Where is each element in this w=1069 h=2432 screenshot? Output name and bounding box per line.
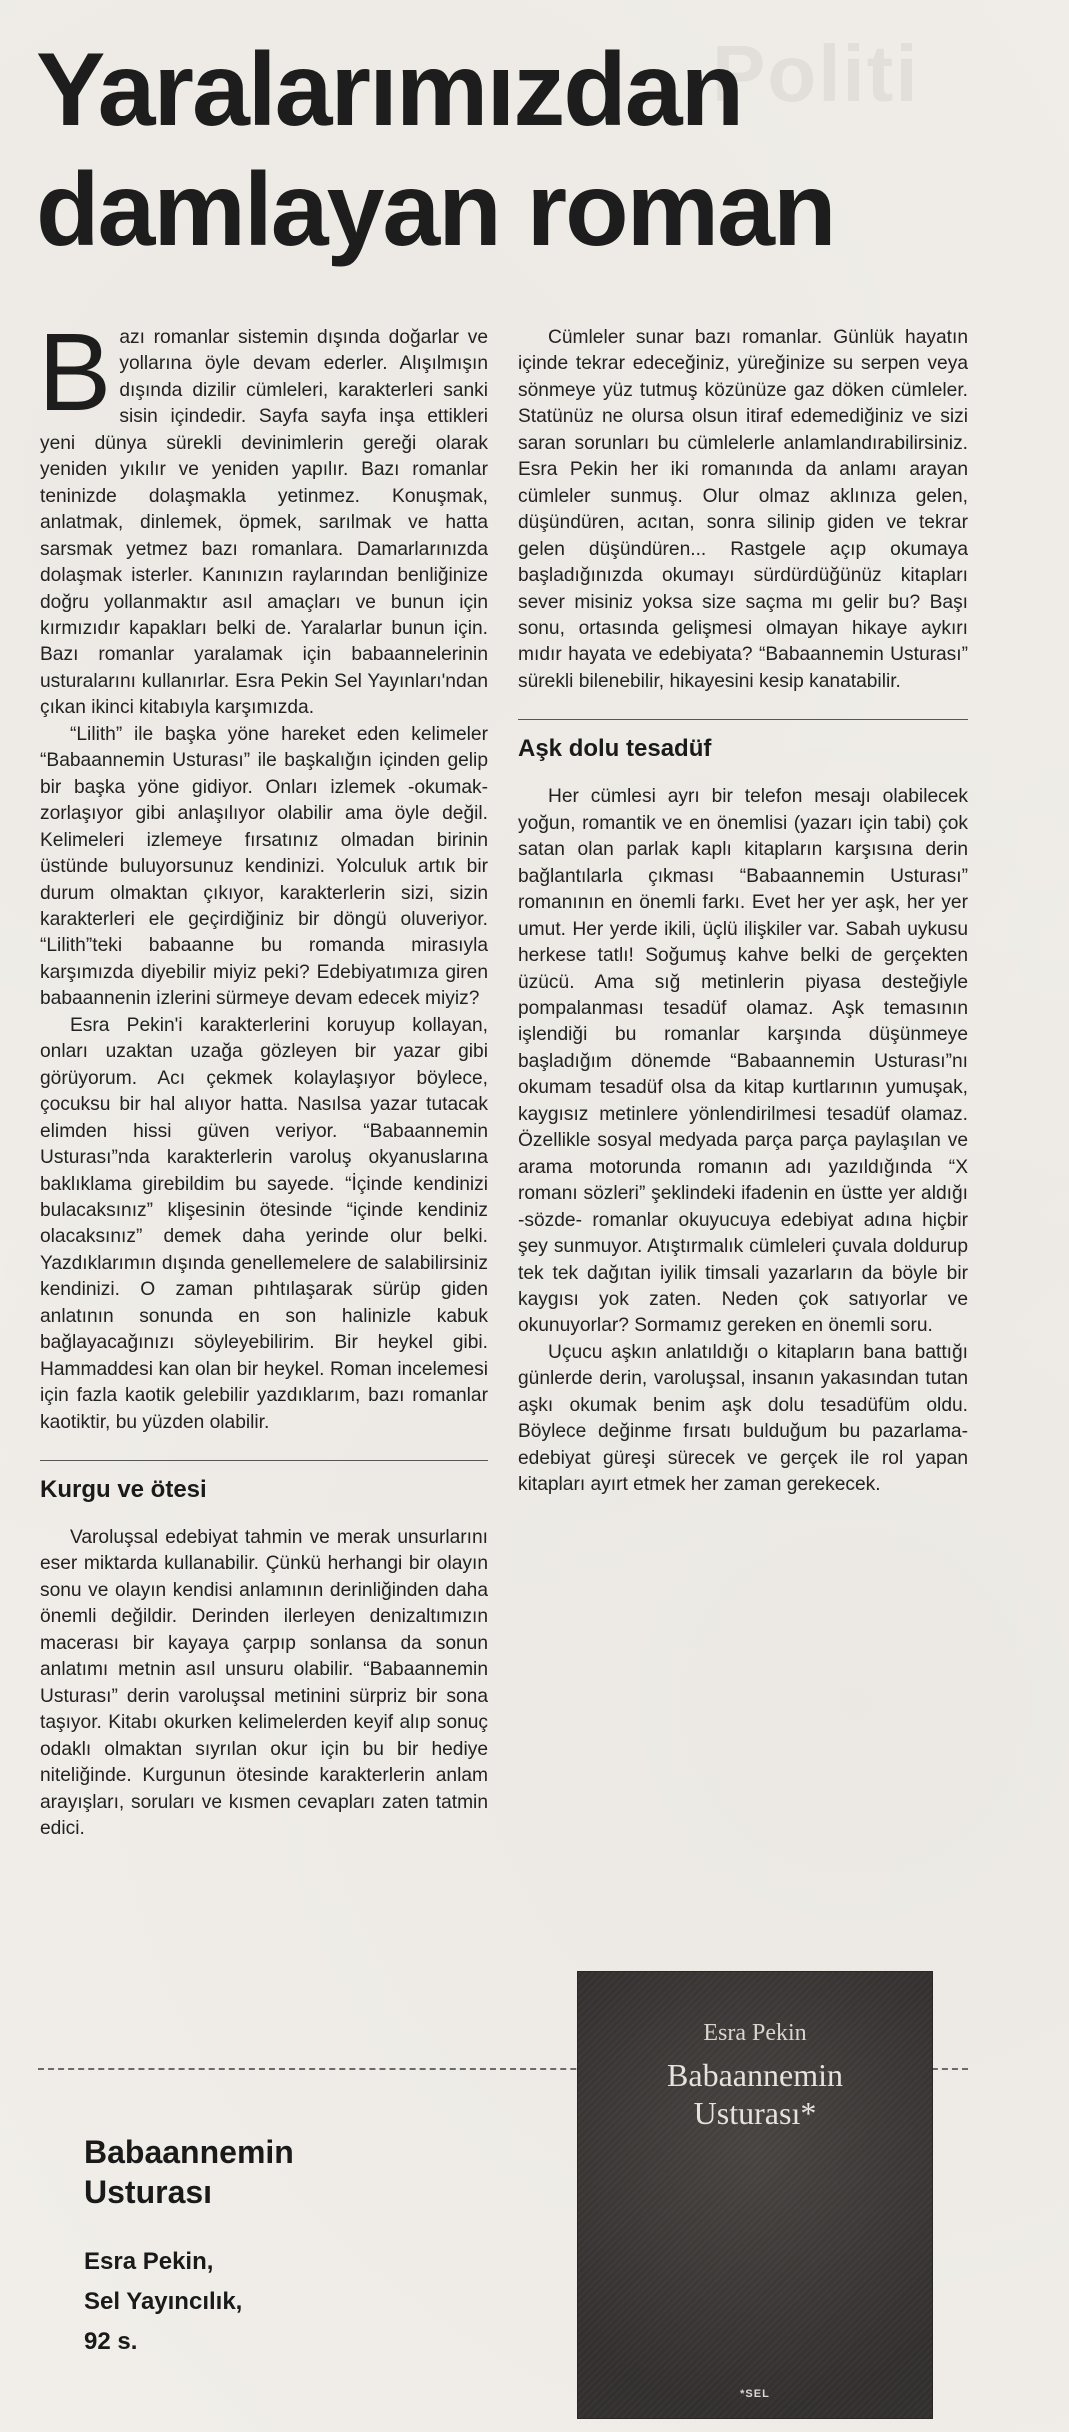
divider [518, 719, 968, 720]
divider [40, 1460, 488, 1461]
subhead-block [40, 1460, 488, 1505]
article-column-right [518, 325, 968, 1499]
book-info [84, 2242, 242, 2362]
cover-author: Esra Pekin [703, 2020, 807, 2046]
headline-line-1: Yaralarımızdan [36, 32, 743, 148]
book-title-line-1: Babaannemin [84, 2134, 294, 2170]
article-paragraph: Cümleler sunar bazı romanlar. Günlük hayatın içinde tekrar edeceğiniz, yüreğinize su serpen veya sönmeye yüz tutmuş közünüze gaz döken cümleler. Statünüz ne olursa olsun itiraf edemediğiniz ve sizi saran sorunları bu cümlelerle anlamlandırabilirsiniz. Esra Pekin her iki romanında da anlamı arayan cümleler sunmuş. Olur olmaz aklınıza gelen, düşündüren, acıtan, sonra silinip giden ve tekrar gelen düşündüren... Rastgele açıp okumaya başladığınızda okumayı sürdürdüğünüz kitapları sever misiniz yoksa size saçma mı gelir bu? Başı sonu, ortasında gelişmesi olmayan hikaye aykırı mıdır hayata ve edebiyata? “Babaannemin Usturası” sürekli bilenebilir, hikayesini kesip kanatabilir. [518, 327, 968, 692]
paragraph-text: azı romanlar sistemin dışında doğarlar ve yollarına öyle devam ederler. Alışılmışın dışında dizilir cümleleri, karakterleri sanki sisin içindedir. Sayfa sayfa inşa ettikleri yeni dünya sürekli devinimlerin gereği olarak yeniden yıkılır ve yeniden yapılır. Bazı romanlar teninizde dolaşmakla yetinmez. Konuşmak, anlatmak, dinlemek, öpmek, sarılmak ve hatta sarsmak yetmez bazı romanlara. Damarlarınızda dolaşmak isterler. Kanınızın raylarından benliğinize doğru yollanmaktır asıl amaçları ve bunun için kırmızıdır kapakları belki de. Yaralarlar bunun için. Bazı romanlar yaralamak için babaannelerinin usturalarını kullanırlar. Esra Pekin Sel Yayınları'ndan çıkan ikinci kitabıyla karşımızda. [40, 327, 488, 719]
book-publisher: Sel Yayıncılık, [84, 2288, 243, 2315]
background-headline: Politi [712, 29, 920, 118]
headline [36, 30, 936, 270]
article-paragraph: “Lilith” ile başka yöne hareket eden kelimeler “Babaannemin Usturası” ile başkalığın içinden gelip bir başka yöne gidiyor. Onları izlemek -okumak- zorlaşıyor gibi anlaşılıyor olabilir ama öyle değil. Kelimeleri izlemeye fırsatınız olmadan birinin üstünde buluyorsunuz kendinizi. Yolculuk artık bir durum olmaktan çıkıyor, karakterlerin sizi, sizin karakterleri ele geçirdiğiniz bir döngü oluveriyor. “Lilith”teki babaanne bu romanda mirasıyla karşımızda diyebilir miyiz peki? Edebiyatımıza giren babaannenin izlerini sürmeye devam edecek miyiz? [40, 723, 488, 1010]
book-cover-image [578, 1972, 932, 2418]
article-paragraph [38, 311, 488, 722]
cover-title-line-2: Usturası* [693, 2095, 817, 2131]
book-author: Esra Pekin, [84, 2248, 214, 2275]
cover-title-line-1: Babaannemin [667, 2057, 843, 2093]
headline-line-2: damlayan roman [36, 152, 835, 268]
book-title-line-2: Usturası [84, 2174, 213, 2210]
book-title [84, 2132, 294, 2212]
publisher-logo: *SEL [740, 2388, 770, 2400]
article-paragraph: Her cümlesi ayrı bir telefon mesajı olabilecek yoğun, romantik ve en önemlisi (yazarı için tabi) çok satan olan parlak kaplı kitapların karşısına derin bağlantılarla çıkması “Babaannemin Usturası” romanının en önemli farkı. Evet her yer aşk, her yer umut. Her yerde ikili, üçlü ilişkiler var. Sabah uykusu herkese tatlı! Soğumuş kahve belki de gerçekten üzücü. Ama sığ metinlerin piyasa desteğiyle pompalanması tesadüf olamaz. Aşk temasının işlendiği bu romanlar karşında düşünmeye başladığım dönemde “Babaannemin Usturası”nı okumam tesadüf olsa da kitap kurtlarının yumuşak, kaygısız metinlere yönlendirilmesi tesadüf olamaz. Özellikle sosyal medyada parça parça paylaşılan ve arama motorunda romanın adı yazıldığında “X romanı sözleri” şeklindeki ifadenin en üstte yer aldığı -sözde- romanlar okuyucuya edebiyat adına hiçbir şey sunmuyor. Atıştırmalık cümleleri çuvala doldurup tek tek dağıtan iyilik timsali yazarların da böyle bir kaygısı yok zaten. Neden çok satıyorlar ve okunuyorlar? Sormamız gereken en önemli soru. [518, 786, 968, 1337]
subhead-block [518, 719, 968, 764]
article-paragraph: Varoluşsal edebiyat tahmin ve merak unsurlarını eser miktarda kullanabilir. Çünkü herhangi bir olayın sonu ve olayın kendisi anlamının derinliğinden daha önemli değildir. Derinden ilerleyen denizaltımızın macerası bir kayaya çarpıp sonlansa da sonun anlatımı metnin asıl unsuru olabilir. “Babaannemin Usturası” derin varoluşsal metinini sürpriz bir sona taşıyor. Kitabı okurken kelimelerden keyif alıp sonuç odaklı olmaktan sıyrılan okur için bu bir hediye niteliğinde. Kurgunun ötesinde karakterlerin anlam arayışları, soruları ve kısmen cevapları zaten tatmin edici. [40, 1527, 488, 1840]
drop-cap: B [38, 311, 112, 434]
subhead-ask: Aşk dolu tesadüf [518, 735, 712, 763]
article-column-left [38, 311, 488, 1842]
article-paragraph: Uçucu aşkın anlatıldığı o kitapların bana battığı günlerde derin, varoluşsal, insanın yakasından tutan aşkı okumak benim aşk dolu tesadüfüm oldu. Böylece değinme fırsatı bulduğum bu pazarlama-edebiyat güreşi sürecek ve gerçek ile rol yapan kitapları ayırt etmek her zaman gerekecek. [518, 1341, 968, 1496]
book-pages: 92 s. [84, 2328, 138, 2355]
subhead-kurgu: Kurgu ve ötesi [40, 1476, 207, 1504]
cover-title [578, 2056, 932, 2132]
article-paragraph: Esra Pekin'i karakterlerini koruyup kollayan, onları uzaktan uzağa gözleyen bir yazar gibi görüyorum. Acı çekmek kolaylaşıyor böylece, çocuksu bir hal alıyor hatta. Nasılsa yazar tutacak elimden hissi güven veriyor. “Babaannemin Usturası”nda karakterlerin varoluş okyanuslarına baklıklama girebildim bu sayede. “İçinde kendinizi bulacaksınız” klişesinin ötesinde “içinde kendiniz olacaksınız” demek daha yerinde olur belki. Yazdıklarımın dışında genellemelere de salabilirsiniz kendinizi. O zaman pıhtılaşarak sürüp giden anlatının sonunda en son halinizle kabuk bağlayacağınızı söyleyebilirim. Bir heykel gibi. Hammaddesi kan olan bir heykel. Roman incelemesi için fazla kaotik gelebilir yazdıklarım, bazı romanlar kaotiktir, bu yüzden olabilir. [40, 1014, 488, 1433]
